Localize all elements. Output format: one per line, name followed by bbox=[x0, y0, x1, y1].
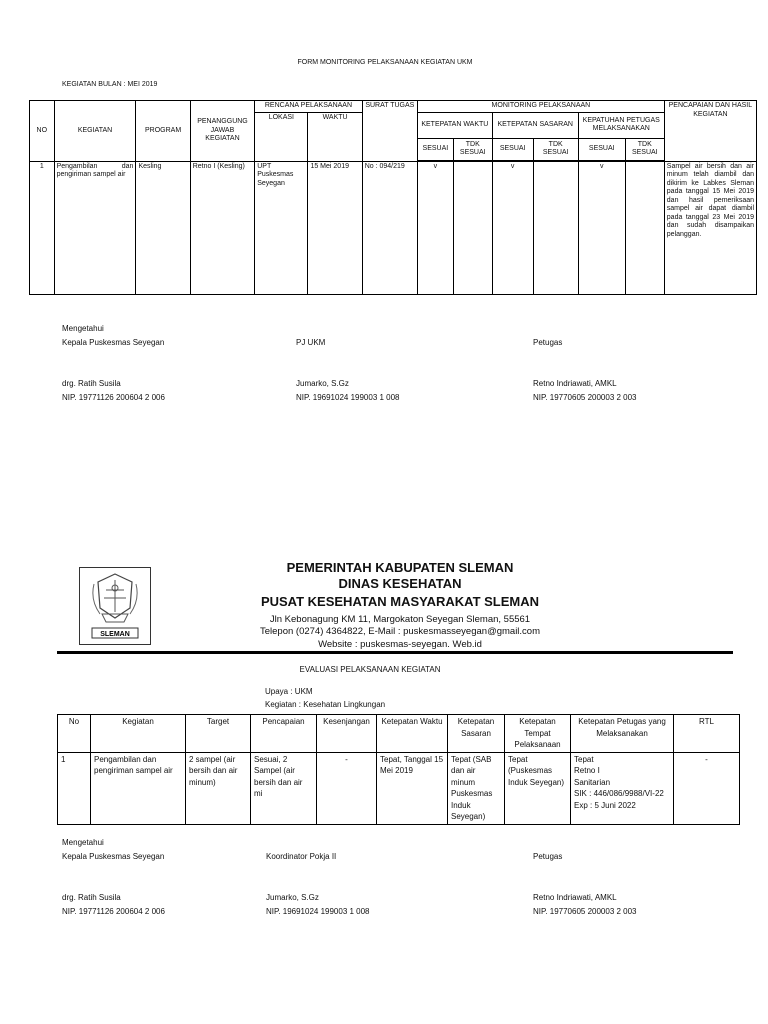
evaluasi-title: EVALUASI PELAKSANAAN KEGIATAN bbox=[299, 665, 441, 674]
monitoring-table bbox=[29, 100, 757, 295]
header-kegiatan: KEGIATAN bbox=[54, 101, 136, 162]
eval-cell-rtl: - bbox=[674, 752, 740, 824]
header-ks-sesuai: SESUAI bbox=[492, 138, 533, 160]
cell-program: Kesling bbox=[136, 161, 190, 294]
table-row bbox=[58, 752, 740, 824]
cell-kw-tdk bbox=[453, 161, 492, 294]
eval-kapus-name: drg. Ratih Susila bbox=[62, 893, 121, 902]
evaluasi-upaya: Upaya : UKM bbox=[265, 687, 313, 696]
header-ketepatan-waktu: KETEPATAN WAKTU bbox=[417, 112, 492, 138]
eval-header-waktu: Ketepatan Waktu bbox=[377, 715, 448, 753]
header-kp-sesuai: SESUAI bbox=[578, 138, 625, 160]
cell-ks-tdk bbox=[533, 161, 578, 294]
cell-surat: No : 094/219 bbox=[362, 161, 417, 294]
kop-contact: Telepon (0274) 4364822, E-Mail : puskesmasseyegan@gmail.com bbox=[259, 626, 540, 637]
sleman-logo bbox=[79, 567, 151, 645]
cell-penanggung: Retno I (Kesling) bbox=[190, 161, 255, 294]
eval-koor-title: Koordinator Pokja II bbox=[266, 852, 337, 861]
kop-address: Jln Kebonagung KM 11, Margokaton Seyegan Sleman, 55561 bbox=[269, 614, 531, 625]
sleman-emblem-icon bbox=[80, 568, 150, 644]
eval-mengetahui-label: Mengetahui bbox=[62, 838, 104, 847]
cell-kegiatan: Pengambilan dan pengiriman sampel air bbox=[54, 161, 136, 294]
eval-koor-name: Jumarko, S.Gz bbox=[266, 893, 319, 902]
kapus-nip: NIP. 19771126 200604 2 006 bbox=[62, 393, 165, 402]
eval-petugas-name: Retno Indriawati, AMKL bbox=[533, 893, 617, 902]
kapus-name: drg. Ratih Susila bbox=[62, 379, 121, 388]
header-no: NO bbox=[30, 101, 55, 162]
cell-lokasi: UPT Puskesmas Seyegan bbox=[255, 161, 308, 294]
eval-header-petugas: Ketepatan Petugas yang Melaksanakan bbox=[571, 715, 674, 753]
evaluasi-kegiatan: Kegiatan : Kesehatan Lingkungan bbox=[265, 700, 386, 709]
eval-header-kegiatan: Kegiatan bbox=[91, 715, 186, 753]
petugas-name: Retno Indriawati, AMKL bbox=[533, 379, 617, 388]
cell-hasil: Sampel air bersih dan air minum telah diambil dan dikirim ke Labkes Sleman pada tanggal 15 Mei 2019 dan hasil pemeriksaan sampel air dapat diambil pada tanggal 23 Mei 2019 dan sudah disampaikan pelanggan. bbox=[664, 161, 756, 294]
petugas-nip: NIP. 19770605 200003 2 003 bbox=[533, 393, 637, 402]
header-lokasi: LOKASI bbox=[255, 112, 308, 161]
eval-cell-waktu: Tepat, Tanggal 15 Mei 2019 bbox=[377, 752, 448, 824]
evaluasi-table bbox=[57, 714, 740, 825]
eval-cell-kesenjangan: - bbox=[317, 752, 377, 824]
pj-nip: NIP. 19691024 199003 1 008 bbox=[296, 393, 400, 402]
petugas-title: Petugas bbox=[533, 338, 563, 347]
eval-cell-no: 1 bbox=[58, 752, 91, 824]
eval-koor-nip: NIP. 19691024 199003 1 008 bbox=[266, 907, 370, 916]
eval-cell-target: 2 sampel (air bersih dan air minum) bbox=[186, 752, 251, 824]
eval-header-pencapaian: Pencapaian bbox=[251, 715, 317, 753]
eval-header-tempat: Ketepatan Tempat Pelaksanaan bbox=[505, 715, 571, 753]
cell-ks-sesuai: v bbox=[492, 161, 533, 294]
header-kw-sesuai: SESUAI bbox=[417, 138, 453, 160]
logo-label: SLEMAN bbox=[100, 631, 130, 638]
header-kp-tdk: TDK SESUAI bbox=[625, 138, 664, 160]
header-monitoring: MONITORING PELAKSANAAN bbox=[417, 101, 664, 113]
cell-kp-tdk bbox=[625, 161, 664, 294]
cell-waktu: 15 Mei 2019 bbox=[308, 161, 362, 294]
cell-kw-sesuai: v bbox=[417, 161, 453, 294]
eval-petugas-title: Petugas bbox=[533, 852, 563, 861]
cell-kp-sesuai: v bbox=[578, 161, 625, 294]
eval-header-target: Target bbox=[186, 715, 251, 753]
monitoring-month: KEGIATAN BULAN : MEI 2019 bbox=[62, 81, 158, 88]
cell-no: 1 bbox=[30, 161, 55, 294]
eval-cell-petugas: Tepat Retno I Sanitarian SIK : 446/086/9988/VI-22 Exp : 5 Juni 2022 bbox=[571, 752, 674, 824]
eval-cell-kegiatan: Pengambilan dan pengiriman sampel air bbox=[91, 752, 186, 824]
kop-line2: DINAS KESEHATAN bbox=[338, 576, 462, 591]
monitoring-title: FORM MONITORING PELAKSANAAN KEGIATAN UKM bbox=[297, 59, 473, 66]
pj-name: Jumarko, S.Gz bbox=[296, 379, 349, 388]
header-rencana: RENCANA PELAKSANAAN bbox=[255, 101, 362, 113]
eval-cell-sasaran: Tepat (SAB dan air minum Puskesmas Induk Seyegan) bbox=[448, 752, 505, 824]
eval-header-no: No bbox=[58, 715, 91, 753]
eval-header-sasaran: Ketepatan Sasaran bbox=[448, 715, 505, 753]
header-kepatuhan: KEPATUHAN PETUGAS MELAKSANAKAN bbox=[578, 112, 664, 138]
header-ks-tdk: TDK SESUAI bbox=[533, 138, 578, 160]
eval-kapus-title: Kepala Puskesmas Seyegan bbox=[62, 852, 165, 861]
kop-website: Website : puskesmas-seyegan. Web.id bbox=[318, 639, 482, 650]
header-surat: SURAT TUGAS bbox=[362, 101, 417, 162]
eval-cell-tempat: Tepat (Puskesmas Induk Seyegan) bbox=[505, 752, 571, 824]
eval-petugas-nip: NIP. 19770605 200003 2 003 bbox=[533, 907, 637, 916]
mengetahui-label: Mengetahui bbox=[62, 324, 104, 333]
kop-divider bbox=[57, 651, 733, 654]
header-pencapaian: PENCAPAIAN DAN HASIL KEGIATAN bbox=[664, 101, 756, 162]
header-program: PROGRAM bbox=[136, 101, 190, 162]
eval-header-rtl: RTL bbox=[674, 715, 740, 753]
pj-title: PJ UKM bbox=[296, 338, 326, 347]
header-kw-tdk: TDK SESUAI bbox=[453, 138, 492, 160]
header-ketepatan-sasaran: KETEPATAN SASARAN bbox=[492, 112, 578, 138]
kop-line3: PUSAT KESEHATAN MASYARAKAT SLEMAN bbox=[260, 594, 540, 609]
table-row bbox=[30, 161, 757, 294]
header-waktu: WAKTU bbox=[308, 112, 362, 161]
kop-line1: PEMERINTAH KABUPATEN SLEMAN bbox=[286, 560, 514, 575]
eval-kapus-nip: NIP. 19771126 200604 2 006 bbox=[62, 907, 165, 916]
eval-header-kesenjangan: Kesenjangan bbox=[317, 715, 377, 753]
kapus-title: Kepala Puskesmas Seyegan bbox=[62, 338, 165, 347]
header-penanggung: PENANGGUNG JAWAB KEGIATAN bbox=[190, 101, 255, 162]
eval-cell-pencapaian: Sesuai, 2 Sampel (air bersih dan air mi bbox=[251, 752, 317, 824]
